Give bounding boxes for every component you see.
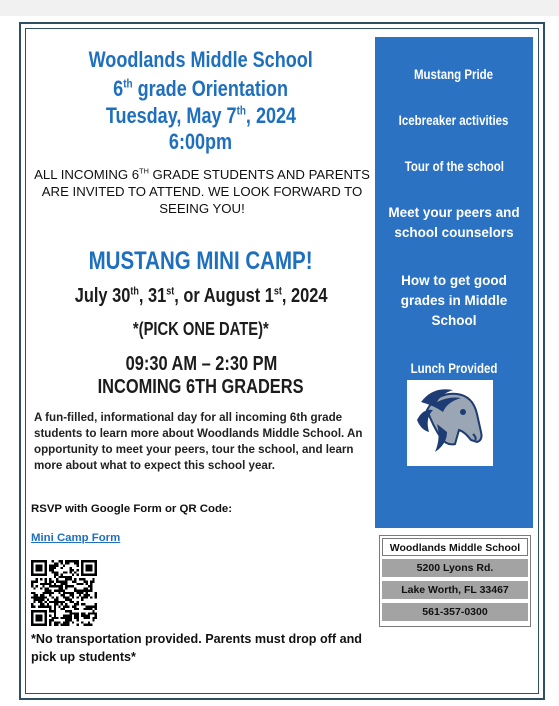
mustang-horse-icon (407, 380, 493, 466)
address-phone: 561-357-0300 (382, 603, 528, 621)
address-street: 5200 Lyons Rd. (382, 559, 528, 577)
camp-audience: INCOMING 6TH GRADERS (98, 376, 304, 398)
address-school-name: Woodlands Middle School (382, 538, 528, 556)
camp-hours: 09:30 AM – 2:30 PM (125, 353, 277, 375)
mini-camp-form-link[interactable]: Mini Camp Form (31, 532, 121, 544)
invite-text: ALL INCOMING 6TH GRADE STUDENTS AND PARENTS ARE INVITED TO ATTEND. WE LOOK FORWARD TO SEEING YOU! (34, 166, 370, 216)
panel-item-mustang-pride: Mustang Pride (414, 67, 494, 82)
address-box (379, 535, 531, 627)
rsvp-text: RSVP with Google Form or QR Code: (31, 503, 233, 515)
top-strip (0, 0, 559, 16)
orientation-time: 6:00pm (169, 129, 233, 154)
camp-title: MUSTANG MINI CAMP! (89, 247, 313, 275)
school-title: Woodlands Middle School (88, 47, 314, 72)
transportation-note: *No transportation provided. Parents must drop off and pick up students* (31, 632, 362, 664)
camp-description: A fun-filled, informational day for all incoming 6th grade students to learn more about Woodlands Middle School. An opportunity to meet your peers, tour the school, and learn more about what to expect this school year. (34, 411, 363, 472)
orientation-date: Tuesday, May 7th, 2024 (105, 103, 297, 128)
camp-dates: July 30th, 31st, or August 1st, 2024 (74, 285, 328, 307)
panel-item-tour: Tour of the school (404, 159, 504, 174)
panel-item-meet-peers: Meet your peers and school counselors (388, 205, 520, 240)
highlights-panel (375, 37, 533, 528)
panel-item-good-grades: How to get good grades in Middle School (400, 273, 508, 328)
address-city: Lake Worth, FL 33467 (382, 581, 528, 599)
panel-item-icebreakers: Icebreaker activities (399, 113, 509, 128)
orientation-title: 6th grade Orientation (113, 76, 289, 101)
panel-item-lunch: Lunch Provided (410, 361, 498, 376)
qr-code-icon[interactable] (31, 560, 97, 626)
pick-one-date: *(PICK ONE DATE)* (133, 319, 269, 339)
